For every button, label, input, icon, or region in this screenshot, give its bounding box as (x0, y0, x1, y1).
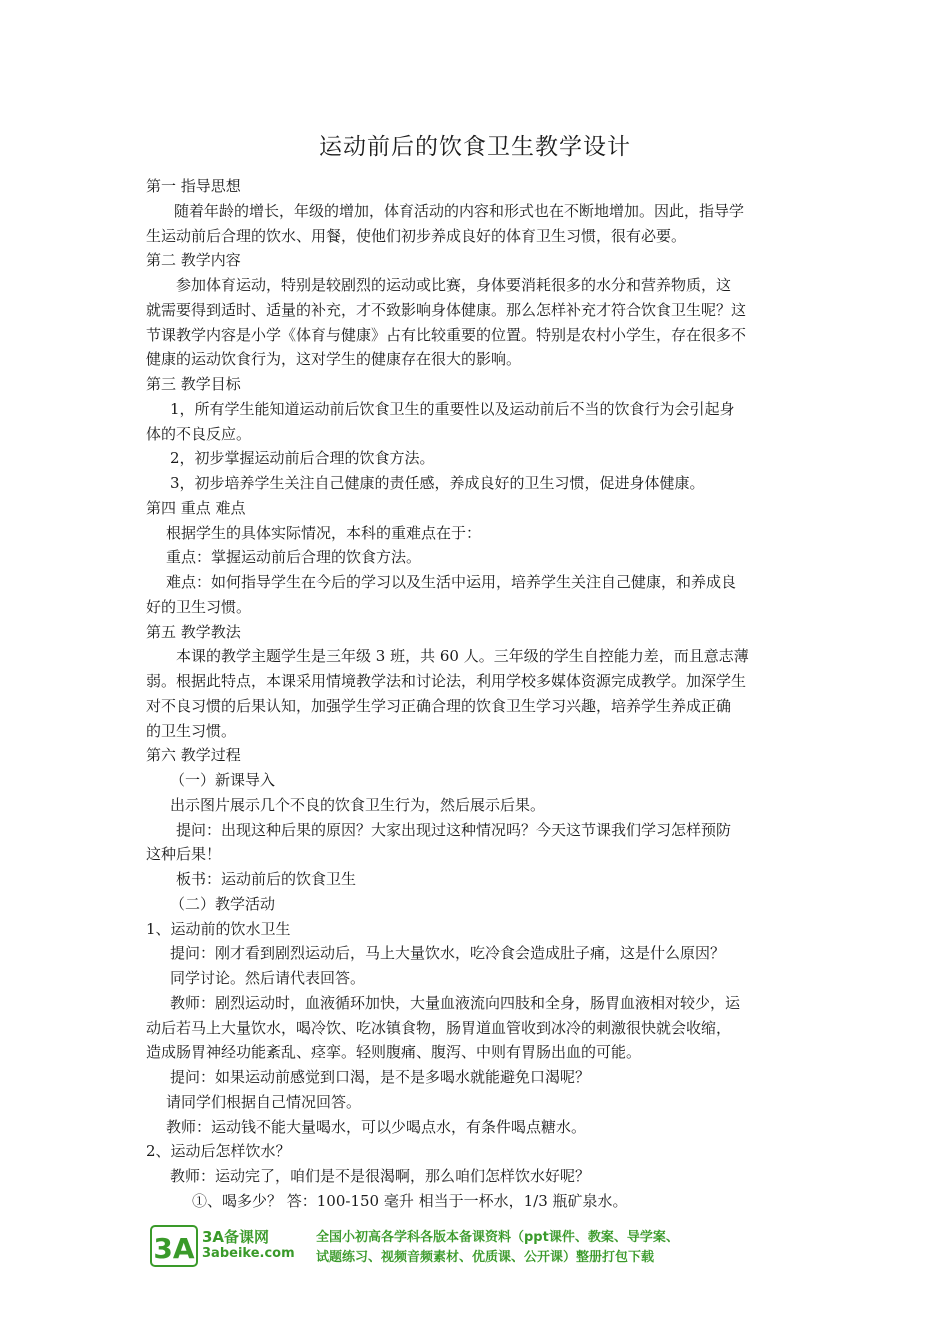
paragraph-line: 的卫生习惯。 (146, 722, 237, 740)
section-heading: 第二 教学内容 (146, 251, 241, 269)
paragraph-line: 提问：刚才看到剧烈运动后，马上大量饮水，吃冷食会造成肚子痛，这是什么原因？ (170, 944, 726, 962)
paragraph-line: 出示图片展示几个不良的饮食卫生行为，然后展示后果。 (170, 796, 546, 814)
paragraph-line: 生运动前后合理的饮水、用餐，使他们初步养成良好的体育卫生习惯，很有必要。 (146, 227, 687, 245)
paragraph-line: 3，初步培养学生关注自己健康的责任感，养成良好的卫生习惯，促进身体健康。 (170, 474, 705, 492)
paragraph-line: 健康的运动饮食行为，这对学生的健康存在很大的影响。 (146, 350, 522, 368)
paragraph-line: 根据学生的具体实际情况，本科的重难点在于： (166, 524, 482, 542)
brand-name: 3A备课网 (202, 1228, 270, 1246)
paragraph-line: 提问：如果运动前感觉到口渴，是不是多喝水就能避免口渴呢？ (170, 1068, 591, 1086)
paragraph-line: ①、喝多少？ 答：100-150 毫升 相当于一杯水，1/3 瓶矿泉水。 (192, 1192, 628, 1210)
paragraph-line: 教师：运动钱不能大量喝水，可以少喝点水，有条件喝点糖水。 (166, 1118, 587, 1136)
paragraph-line: 难点：如何指导学生在今后的学习以及生活中运用，培养学生关注自己健康，和养成良 (166, 573, 737, 591)
paragraph-line: （一）新课导入 (170, 771, 276, 789)
paragraph-line: 2，初步掌握运动前后合理的饮食方法。 (170, 449, 435, 467)
paragraph-line: 随着年龄的增长，年级的增加，体育活动的内容和形式也在不断地增加。因此，指导学 (174, 202, 745, 220)
paragraph-line: 重点：掌握运动前后合理的饮食方法。 (166, 548, 422, 566)
paragraph-line: 节课教学内容是小学《体育与健康》占有比较重要的位置。特别是农村小学生，存在很多不 (146, 326, 747, 344)
section-heading: 第五 教学教法 (146, 623, 241, 641)
paragraph-line: 同学讨论。然后请代表回答。 (170, 969, 366, 987)
paragraph-line: 动后若马上大量饮水，喝冷饮、吃冰镇食物，肠胃道血管收到冰冷的刺激很快就会收缩， (146, 1019, 732, 1037)
footer-slogan-line: 全国小初高各学科各版本备课资料（ppt课件、教案、导学案、 (316, 1230, 679, 1245)
paragraph-line: 请同学们根据自己情况回答。 (166, 1093, 362, 1111)
paragraph-line: 对不良习惯的后果认知，加强学生学习正确合理的饮食卫生学习兴趣，培养学生养成正确 (146, 697, 732, 715)
paragraph-line: 体的不良反应。 (146, 425, 252, 443)
paragraph-line: 本课的教学主题学生是三年级 3 班，共 60 人。三年级的学生自控能力差，而且意志薄 (176, 647, 749, 665)
paragraph-line: 提问：出现这种后果的原因？大家出现过这种情况吗？今天这节课我们学习怎样预防 (176, 821, 732, 839)
section-heading: 第四 重点 难点 (146, 499, 246, 517)
paragraph-line: 教师：运动完了，咱们是不是很渴啊，那么咱们怎样饮水好呢？ (170, 1167, 591, 1185)
page-title: 运动前后的饮食卫生教学设计 (319, 134, 631, 160)
logo-3a-icon (150, 1222, 198, 1268)
paragraph-line: 板书：运动前后的饮食卫生 (176, 870, 357, 888)
footer-slogan-line: 试题练习、视频音频素材、优质课、公开课）整册打包下载 (316, 1250, 655, 1265)
footer-banner (150, 1222, 800, 1270)
paragraph-line: 参加体育运动，特别是较剧烈的运动或比赛，身体要消耗很多的水分和营养物质，这 (176, 276, 732, 294)
paragraph-line: 教师：剧烈运动时，血液循环加快，大量血液流向四肢和全身，肠胃血液相对较少，运 (170, 994, 741, 1012)
paragraph-line: 1，所有学生能知道运动前后饮食卫生的重要性以及运动前后不当的饮食行为会引起身 (170, 400, 735, 418)
paragraph-line: 弱。根据此特点，本课采用情境教学法和讨论法，利用学校多媒体资源完成教学。加深学生 (146, 672, 747, 690)
paragraph-line: 造成肠胃神经功能紊乱、痉挛。轻则腹痛、腹泻、中则有胃肠出血的可能。 (146, 1043, 642, 1061)
paragraph-line: 这种后果！ (146, 845, 222, 863)
section-heading: 第六 教学过程 (146, 746, 241, 764)
paragraph-line: 2、运动后怎样饮水？ (146, 1142, 291, 1160)
paragraph-line: （二）教学活动 (170, 895, 276, 913)
paragraph-line: 就需要得到适时、适量的补充，才不致影响身体健康。那么怎样补充才符合饮食卫生呢？这 (146, 301, 747, 319)
section-heading: 第三 教学目标 (146, 375, 241, 393)
logo-text: 3A (153, 1232, 195, 1265)
paragraph-line: 1、运动前的饮水卫生 (146, 920, 291, 938)
paragraph-line: 好的卫生习惯。 (146, 598, 252, 616)
section-heading: 第一 指导思想 (146, 177, 241, 195)
brand-url[interactable]: 3abeike.com (202, 1246, 295, 1261)
